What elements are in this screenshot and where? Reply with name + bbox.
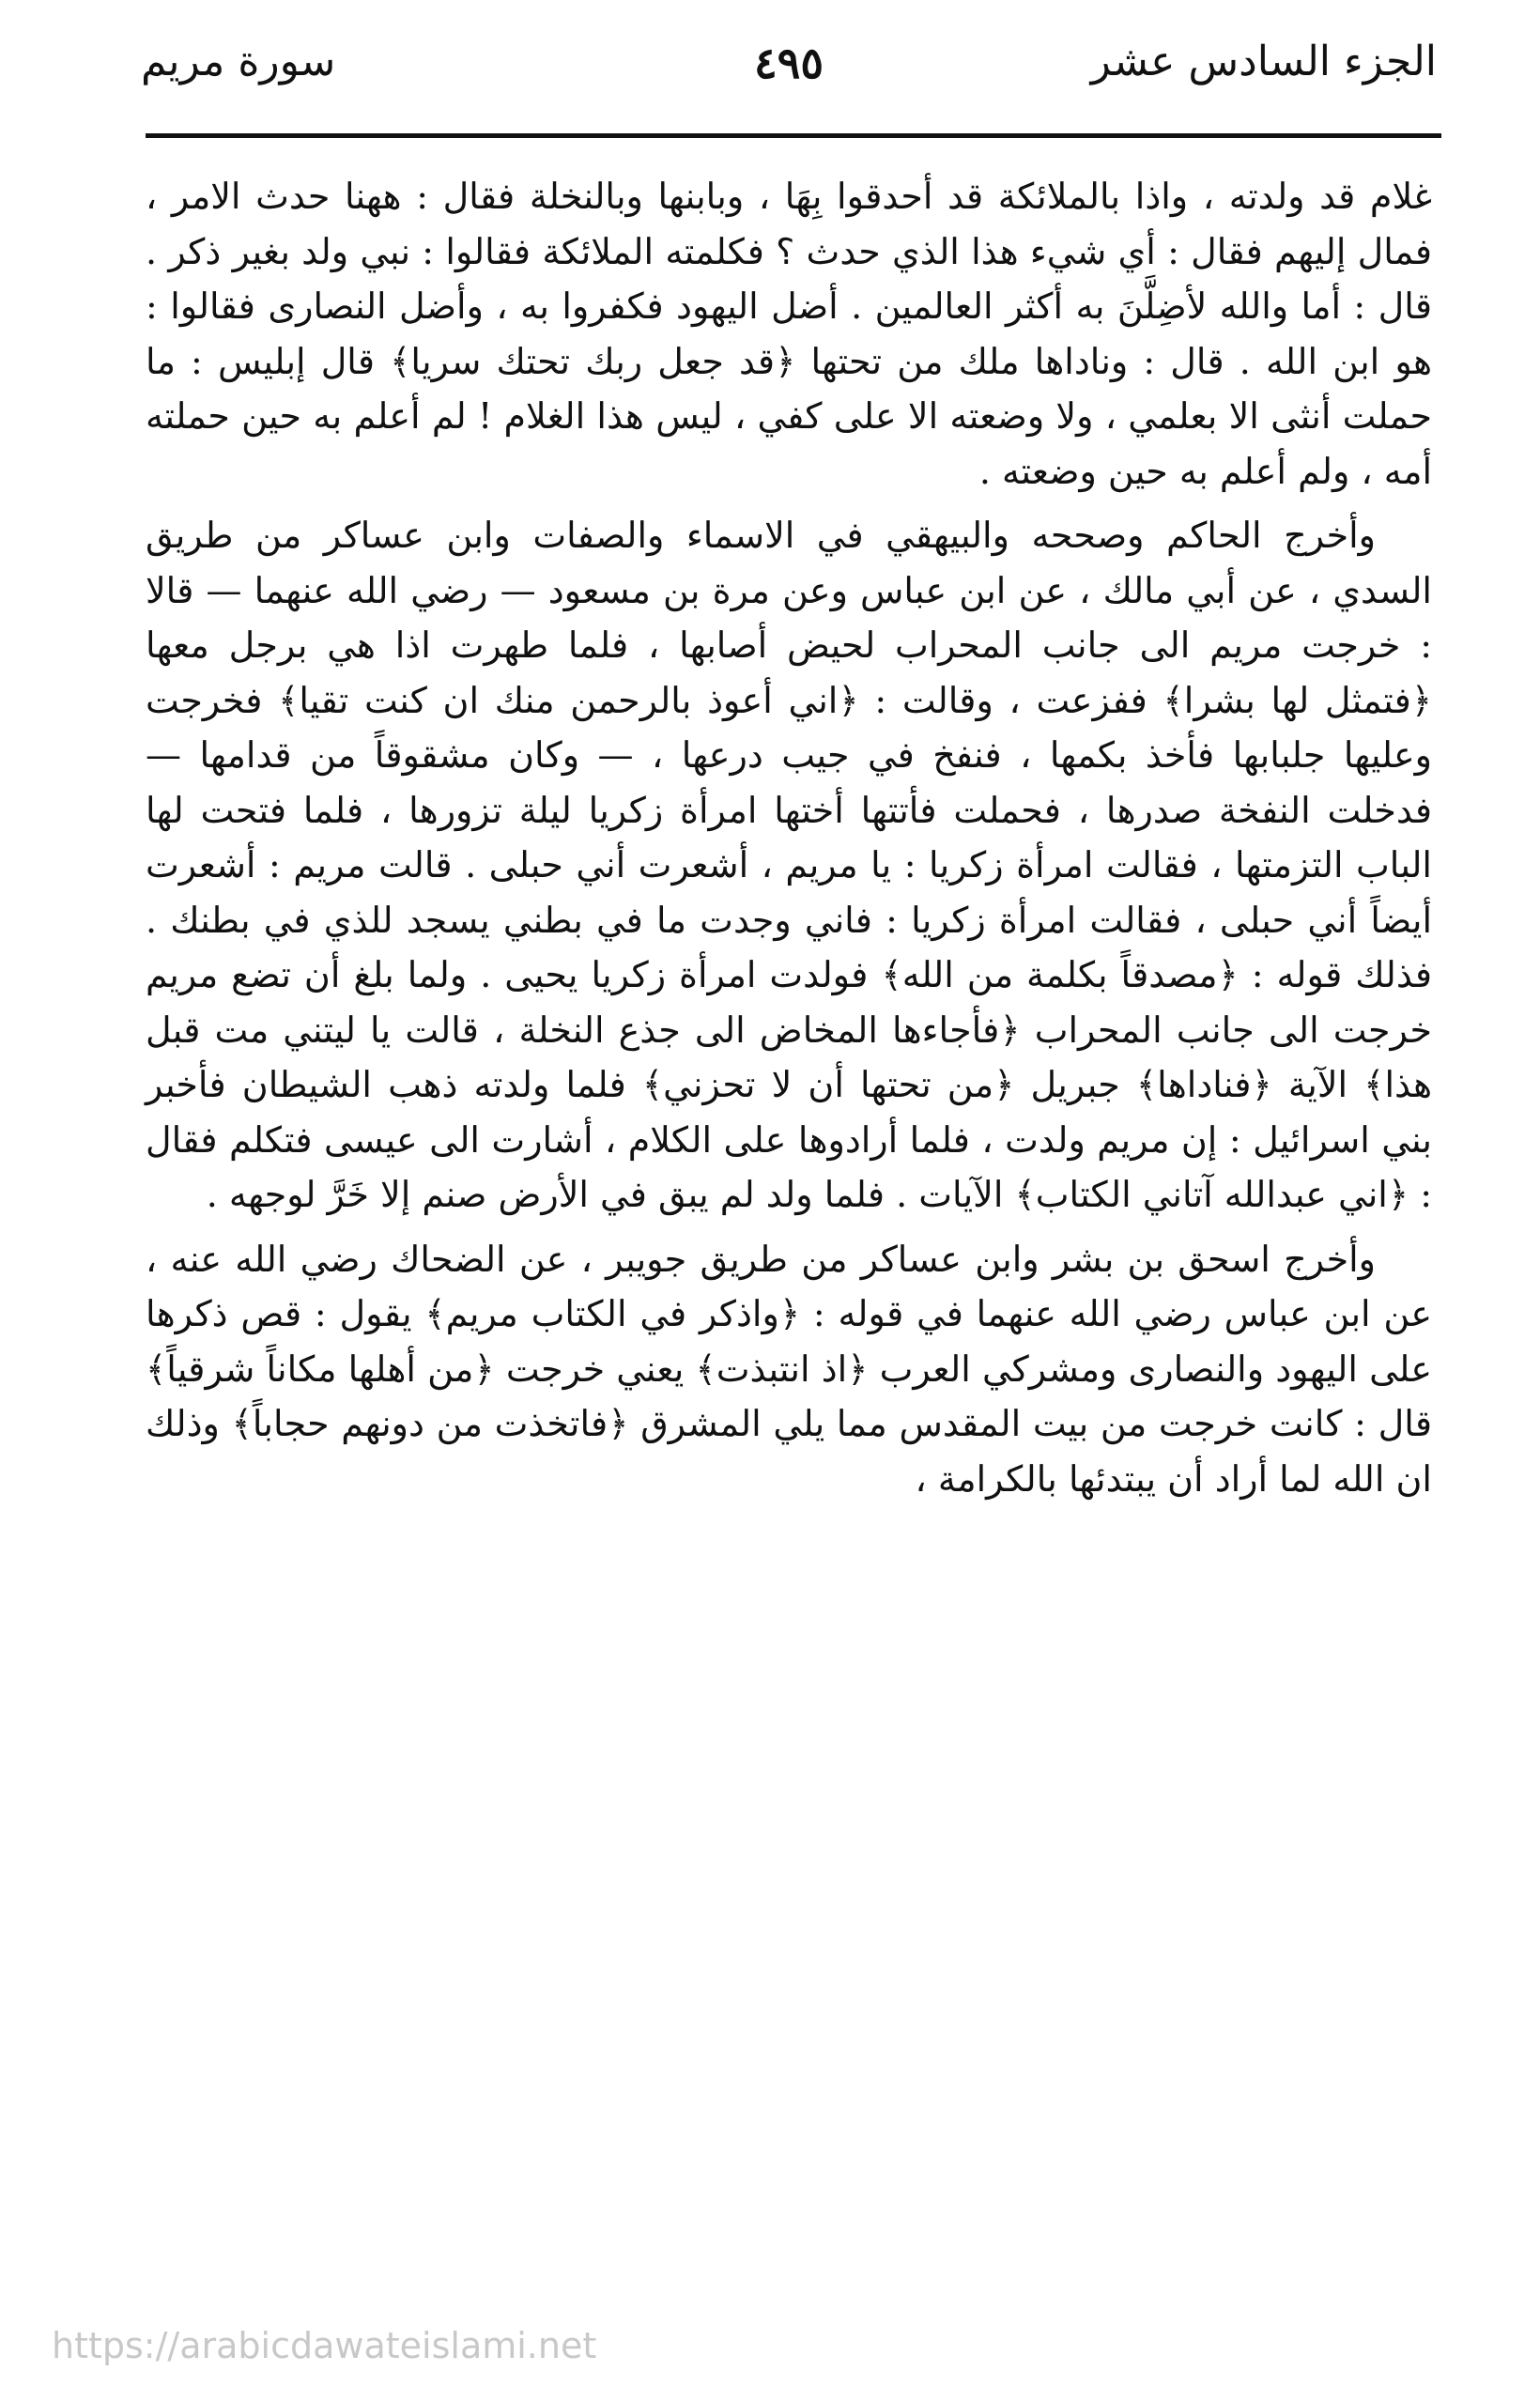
watermark-url: https://arabicdawateislami.net [52,2325,597,2366]
part-title: الجزء السادس عشر [1090,38,1437,85]
page-number: ٤٩٥ [753,38,824,88]
header-rule [146,133,1441,138]
paragraph: وأخرج اسحق بن بشر وابن عساكر من طريق جويبر ، عن الضحاك رضي الله عنه ، عن ابن عباس رضي الله عنهما في قوله : ﴿واذكر في الكتاب مريم﴾ يقول : قص ذكرها على اليهود والنصارى ومشركي العرب ﴿اذ انتبذت﴾ يعني خرجت ﴿من أهلها مكاناً شرقياً﴾ قال : كانت خرجت من بيت المقدس مما يلي المشرق ﴿فاتخذت من دونهم حجاباً﴾ وذلك ان الله لما أراد أن يبتدئها بالكرامة ، [146,1238,1432,1500]
surah-title: سورة مريم [141,38,336,85]
paragraph: وأخرج الحاكم وصححه والبيهقي في الاسماء والصفات وابن عساكر من طريق السدي ، عن أبي مالك ، عن ابن عباس وعن مرة بن مسعود — رضي الله عنهما — قالا : خرجت مريم الى جانب المحراب لحيض أصابها ، فلما طهرت اذا هي برجل معها ﴿فتمثل لها بشرا﴾ ففزعت ، وقالت : ﴿اني أعوذ بالرحمن منك ان كنت تقيا﴾ فخرجت وعليها جلبابها فأخذ بكمها ، فنفخ في جيب درعها ، — وكان مشقوقاً من قدامها — فدخلت النفخة صدرها ، فحملت فأتتها أختها امرأة زكريا ليلة تزورها ، فلما فتحت لها الباب التزمتها ، فقالت امرأة زكريا : يا مريم ، أشعرت أني حبلى . قالت مريم : أشعرت أيضاً أني حبلى ، فقالت امرأة زكريا : فاني وجدت ما في بطني يسجد للذي في بطنك . فذلك قوله : ﴿مصدقاً بكلمة من الله﴾ فولدت امرأة زكريا يحيى . ولما بلغ أن تضع مريم خرجت الى جانب المحراب ﴿فأجاءها المخاض الى جذع النخلة ، قالت يا ليتني مت قبل هذا﴾ الآية ﴿فناداها﴾ جبريل ﴿من تحتها أن لا تحزني﴾ فلما ولدته ذهب الشيطان فأخبر بني اسرائيل : إن مريم ولدت ، فلما أرادوها على الكلام ، أشارت الى عيسى فتكلم فقال : ﴿اني عبدالله آتاني الكتاب﴾ الآيات . فلما ولد لم يبق في الأرض صنم إلا خَرَّ لوجهه . [146,515,1432,1215]
paragraph: غلام قد ولدته ، واذا بالملائكة قد أحدقوا بِهَا ، وبابنها وبالنخلة فقال : ههنا حدث الامر ، فمال إليهم فقال : أي شيء هذا الذي حدث ؟ فكلمته الملائكة فقالوا : نبي ولد بغير ذكر . قال : أما والله لأضِلَّنَ به أكثر العالمين . أضل اليهود فكفروا به ، وأضل النصارى فقالوا : هو ابن الله . قال : وناداها ملك من تحتها ﴿قد جعل ربك تحتك سريا﴾ قال إبليس : ما حملت أنثى الا بعلمي ، ولا وضعته الا على كفي ، ليس هذا الغلام ! لم أعلم به حين حملته أمه ، ولم أعلم به حين وضعته . [146,176,1432,492]
page-body [146,169,1432,1516]
page-header [141,38,1437,108]
